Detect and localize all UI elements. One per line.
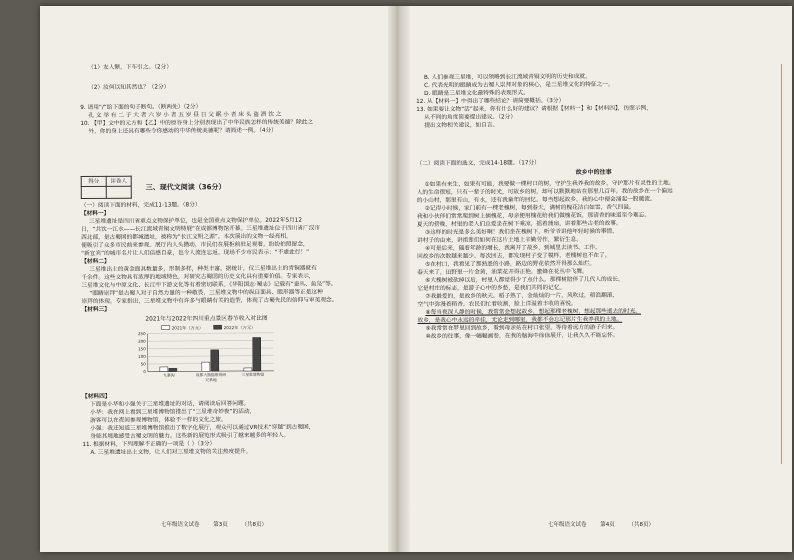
essay-title: 故乡中的往事	[575, 168, 612, 177]
material-1-line: 西北部，是古蜀国的都城遗址，被称为“长江文明之源”。本次展出的文物一经亮相，	[81, 233, 292, 241]
essay-line: ⑨我常常在梦里回到故乡，看到母亲站在村口张望，等待着远方的游子归来。	[425, 324, 619, 332]
material-2-line: 三星堆出土的黄金面具数量多，形制多样，种类丰富。据统计，仅三星堆出土的青铜器就有	[89, 265, 317, 273]
essay-line: 的小山村，那里有山，有水，还有我童年的回忆。每当想起故乡，我的心中便会涌起一股暖流。	[416, 196, 656, 204]
essay-line: ③这样的时光是多么美好啊！我们坐在槐树下，听爷爷讲他年轻时候的事情，	[424, 228, 618, 236]
x-tick-label: 三星堆博物馆	[241, 371, 265, 378]
bar-chart	[132, 314, 378, 393]
material-2-line: 崇拜的体现。专家指出，三星堆文物中有许多与眼睛有关的造型，体现了古蜀先民的信仰与审美观念。	[81, 297, 338, 305]
essay-line: ⑩故乡的往事，像一幅幅画卷，在我的脑海中徐徐展开，让我久久不能忘怀。	[425, 332, 619, 340]
essay-line: 春天来了，田野里一片金黄，油菜花开得正艳，蜜蜂在花丛中飞舞。	[417, 268, 588, 276]
essay-line: 回故乡的次数越来越少。每次回去，都发现村子变了模样，老槐树也不在了。	[417, 252, 611, 260]
material-4-line: 小强：我还知道三星堆博物馆推出了数字化展厅，观众可以通过VR技术“穿越”到古蜀国，	[90, 424, 315, 432]
essay-line: ⑦我最爱的，是故乡的秋天。稻子熟了，金灿灿的一片，风吹过，稻浪翻滚，	[425, 292, 619, 300]
score-header-points: 得分	[81, 176, 106, 186]
material-1-label: 【材料一】	[80, 210, 110, 217]
legend-swatch	[214, 325, 222, 329]
material-4-line: 游客可以在夜间参观博物馆，体验不一样的文化之旅。	[90, 417, 227, 424]
y-tick-label: 250	[137, 331, 146, 337]
question-13-example: 提出文物相关建议，如自言。	[424, 122, 499, 129]
material-1-line: 日，“共饮一江水——长江流域青铜文明特展”在成都博物馆开幕。三星堆遗址位于四川省广汉市	[80, 225, 321, 233]
essay-line: 夏天的傍晚，村里的老人们总爱坐在树下乘凉，摇着蒲扇，讲着那些古老的故事。	[416, 220, 622, 228]
question-line: （1）友人惭，下车引之。（2分）	[88, 64, 173, 71]
page-4-footer	[410, 520, 792, 528]
bar	[253, 337, 261, 370]
page-3-content	[80, 62, 378, 457]
legend-swatch	[162, 325, 170, 329]
footer-page: 第3页	[213, 522, 228, 528]
material-1-line: 三星堆遗址是四川省重点文物保护单位，也是全国重点文物保护单位。2022年5月12	[88, 217, 303, 225]
essay-line-underlined: 故乡，是我心中永远的牵挂，无论走到哪里，我都不会忘记那片生我养我的土地。	[417, 316, 623, 324]
question-12: 12. 从【材料一】中得出了哪些结论？请简要概括。（3分）	[416, 98, 565, 105]
option-c: C. 代表光明的眼睛成为古蜀人崇拜对象的核心，是三星堆文化的特征之一。	[424, 81, 614, 89]
score-table	[81, 176, 132, 199]
material-3-label: 【材料三】	[81, 306, 110, 313]
footer-subject: 七年级语文试卷	[160, 522, 200, 528]
y-tick-label: 150	[138, 346, 146, 352]
question-9: 9. 请用“/”给下面的句子断句。（断两处）（2分）	[80, 104, 202, 111]
material-4-line: 小华：我在网上看到三星堆博物馆推出了“三星堆奇妙夜”的活动，	[90, 408, 256, 416]
section-heading: 三、现代文阅读（36分）	[145, 182, 226, 192]
y-tick-label: 100	[138, 353, 146, 359]
bar	[211, 350, 219, 371]
essay-line: ②记得小时候，家门前有一棵老槐树，每到春天，满树的槐花洁白如雪，香气四溢。	[424, 204, 635, 212]
essay-line: 我和小伙伴们常常爬到树上摘槐花，母亲便用槐花给我们做槐花饭，那清香的味道至今难忘。	[416, 212, 651, 220]
footer-total: （共8页）	[241, 522, 267, 528]
question-line: （2）汝何以知其然也？（2分）	[88, 84, 170, 91]
punctuation-passage: 孔 文 举 有 二 子 大 者 六 岁 小 者 五 岁 昼 日 父 眠 小 者 床 头 盗 酒 饮 之	[88, 111, 282, 119]
score-cell-grader	[106, 186, 131, 198]
part-2-heading: （二）阅读下面的选文，完成14-18题。（17分）	[416, 160, 540, 167]
footer-page: 第4页	[600, 522, 615, 528]
option-b: B. 人们参观三星堆，可以领略到长江流域青铜文明的历史和成就。	[424, 73, 591, 81]
essay-line: 讲村子的由来，讲祖辈们如何在这片土地上辛勤劳作，繁衍生息。	[417, 236, 582, 244]
essay-line: 它是村庄的标志，是游子心中的乡愁，是我们共同的记忆。	[417, 285, 566, 292]
question-11-option-a: A. 三星堆遗址出土文物，让人们对三星堆文物的关注热度提升。	[90, 448, 252, 456]
material-1-line: 便吸引了众多市民前来参观。展厅内人头攒动，市民们在展柜前驻足观看，纷纷拍照留念，	[81, 241, 309, 249]
essay-line: ⑥大槐树被砍掉以后，村里人都觉得少了点什么。那棵树陪伴了几代人的成长，	[425, 276, 624, 284]
footer-subject: 七年级语文试卷	[547, 522, 587, 528]
question-13-cont: 从不同的角度简要提出建议。（2分）	[424, 114, 517, 121]
chart-title: 2021年与2022年四川重点景区春节收入对比图	[145, 315, 268, 323]
margin-line	[781, 64, 782, 464]
y-tick-label: 200	[138, 338, 146, 344]
gridline	[148, 333, 274, 334]
option-d: D. 眼睛是三星堆文化最特殊的表现形式。	[424, 90, 529, 97]
x-tick-label: 成都大熊猫繁育研	[195, 372, 227, 378]
essay-line: 人的生命很短，只有一辈子的时光，可故乡的树，却可以默默地站在那里几百年。我的故乡在一个偏远	[416, 188, 673, 196]
bar	[169, 368, 177, 371]
question-10-cont: 外，你的身上还具有哪些令你感动的中华传统美德呢？请简述一例。（4分）	[88, 127, 277, 135]
score-cell-points	[81, 186, 106, 198]
essay-line: ⑤在村口，我看见了那熟悉的小路，路边的野花依然开得那么灿烂。	[425, 260, 596, 268]
chart-svg	[132, 323, 282, 390]
bar	[244, 368, 252, 371]
material-4-line: 身临其境地感受古蜀文明的魅力。这些新的展览形式吸引了越来越多的年轻人。	[90, 432, 290, 440]
section-header	[81, 174, 377, 199]
y-tick-label: 50	[140, 361, 146, 367]
material-1-line: “新宜宾”的城市名片让人们倍感自豪，也令人流连忘返。现场不少市民表示：“不虚此行！”	[81, 249, 310, 257]
question-11: 11. 根据材料，下列理解不正确的一项是（ ）（3分）	[82, 441, 216, 448]
sub-heading: （一）阅读下面的材料，完成11-13题。（8分）	[80, 202, 201, 209]
page-3	[40, 6, 388, 552]
y-tick-label: 0	[143, 369, 146, 375]
material-2-line: 千余件。这些文物具有浓厚的地域特色，对研究古蜀国的历史文化具有重要价值。专家表示，	[81, 273, 315, 281]
x-tick-label: 九寨沟	[163, 372, 175, 378]
bar	[202, 362, 210, 371]
score-header-grader: 评卷人	[106, 176, 131, 186]
essay-line: 空气中弥漫着稻香。农民们忙着收割，脸上洋溢着丰收的喜悦。	[417, 301, 577, 308]
x-tick-label: 究基地	[205, 377, 217, 383]
essay-line-underlined: ⑧每当夜深人静的时候，我常常会想起故乡，想起那棵老槐树，想起那些逝去的时光。	[425, 308, 642, 316]
page-3-footer	[40, 520, 388, 528]
material-2-label: 【材料二】	[81, 258, 110, 265]
book-gutter	[388, 6, 410, 552]
material-4-label: 【材料四】	[82, 393, 111, 400]
material-4-line: 下面是小华和小强关于三星堆遗址的对话，请阅读后回答问题。	[90, 400, 250, 408]
material-2-line: “眼睛崇拜”是古蜀人对于自然力量的一种敬畏，三星堆文物中的纵目面具、眼形器等正是这种	[89, 289, 323, 297]
exam-spread	[40, 6, 792, 552]
page-4	[410, 6, 792, 552]
question-10: 10. 【甲】文中的元方和【乙】中的原谷身上分别表现出了中华民族怎样的传统美德？除此之	[80, 119, 314, 127]
page-4-content	[416, 72, 772, 341]
legend-label: 2022年（万元）	[223, 324, 256, 331]
essay-line: ①如果有来生，如果有可能，我要做一棵村口的树，守护生我养我的故乡，守护那片有灵性的土地。	[424, 180, 675, 188]
footer-total: （共8页）	[628, 522, 654, 528]
question-13: 13. 如果要让文物“活”起来，你有什么好的建议？请根据【材料一】和【材料四】，仿照示例，	[416, 105, 652, 113]
legend-label: 2021年（万元）	[171, 325, 204, 331]
essay-line: ④可是后来，随着年龄的增长，我离开了故乡，到城里去读书、工作，	[425, 244, 601, 252]
bar	[160, 367, 168, 372]
material-2-line: 三星堆文化与中原文化、长江中下游文化等有着密切联系。《华阳国志·蜀志》记载有“蚕丛、鱼凫”等。	[81, 281, 337, 289]
